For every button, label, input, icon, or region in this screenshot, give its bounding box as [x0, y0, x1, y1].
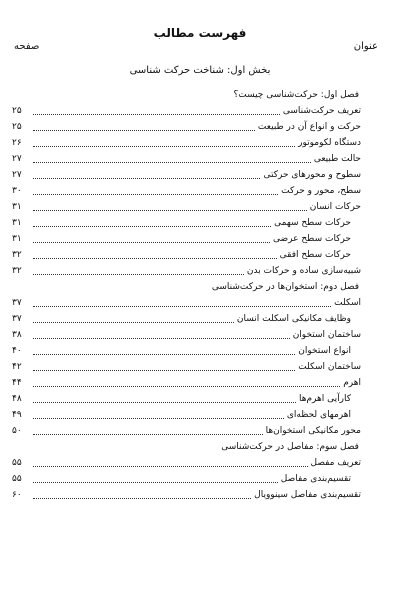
- toc-page-number: ۳۱: [12, 218, 22, 228]
- toc-chapter-heading: [12, 85, 361, 101]
- dot-leader: [33, 305, 331, 307]
- dot-leader: [33, 369, 295, 371]
- toc-entry: [12, 117, 361, 133]
- toc-page-number: ۳۱: [12, 202, 22, 212]
- toc-entry: [12, 357, 361, 373]
- toc-entry-title: حرکت و انواع آن در طبیعت: [257, 122, 361, 132]
- dot-leader: [33, 401, 296, 403]
- toc-entry-title: فصل اول: حرکت‌شناسی چیست؟: [233, 90, 359, 100]
- toc-page-number: ۳۰: [12, 186, 22, 196]
- page-title: فهرست مطالب: [153, 26, 247, 40]
- toc-entry-title: اسکلت: [334, 298, 361, 308]
- dot-leader: [33, 385, 340, 387]
- toc-page-number: ۴۰: [12, 346, 22, 356]
- toc-page-number: ۲۷: [12, 170, 22, 180]
- toc-page-number: ۴۸: [12, 394, 22, 404]
- toc-entry: [12, 341, 361, 357]
- toc-page-number: ۳۷: [12, 298, 22, 308]
- toc-entry: [12, 213, 361, 229]
- toc-entry: [12, 229, 361, 245]
- toc-entry: [12, 373, 361, 389]
- toc-entry-title: تعریف مفصل: [310, 458, 361, 468]
- toc-page-number: ۶۰: [12, 490, 22, 500]
- page-column-header: صفحه: [14, 41, 40, 52]
- toc-entry-title: حرکات سطح سهمی: [274, 218, 351, 228]
- toc-page-number: ۲۷: [12, 154, 22, 164]
- dot-leader: [33, 321, 234, 323]
- toc-entry: [12, 133, 361, 149]
- toc-entry-title: سطوح و محورهای حرکتی: [263, 170, 361, 180]
- toc-entry-title: انواع استخوان: [298, 346, 351, 356]
- dot-leader: [33, 241, 270, 243]
- dot-leader: [33, 433, 263, 435]
- dot-leader: [33, 337, 290, 339]
- toc-page-number: ۲۶: [12, 138, 22, 148]
- toc-entry-title: تقسیم‌بندی مفاصل: [280, 474, 351, 484]
- toc-entry: [12, 181, 361, 197]
- dot-leader: [33, 161, 311, 163]
- toc-entry: [12, 325, 361, 341]
- toc-entry: [12, 261, 361, 277]
- toc-entry: [12, 453, 361, 469]
- toc-entry: [12, 197, 361, 213]
- toc-entry: [12, 245, 361, 261]
- dot-leader: [33, 481, 278, 483]
- toc-list: [12, 85, 361, 501]
- toc-page-number: ۴۴: [12, 378, 22, 388]
- toc-page-number: ۵۰: [12, 426, 22, 436]
- toc-entry-title: فصل سوم: مفاصل در حرکت‌شناسی: [221, 442, 359, 452]
- toc-entry-title: کارآیی اهرم‌ها: [298, 394, 351, 404]
- dot-leader: [33, 465, 308, 467]
- toc-page-number: ۳۷: [12, 314, 22, 324]
- toc-entry-title: ساختمان استخوان: [292, 330, 361, 340]
- toc-page-number: ۴۹: [12, 410, 22, 420]
- dot-leader: [33, 353, 295, 355]
- toc-chapter-heading: [12, 277, 361, 293]
- toc-entry: [12, 389, 361, 405]
- toc-entry: [12, 165, 361, 181]
- toc-entry: [12, 149, 361, 165]
- part-heading: بخش اول: شناخت حرکت شناسی: [129, 65, 271, 76]
- toc-entry: [12, 421, 361, 437]
- dot-leader: [33, 225, 271, 227]
- dot-leader: [33, 113, 280, 115]
- toc-entry-title: سطح، محور و حرکت: [281, 186, 361, 196]
- toc-entry-title: اهرمهای لحظه‌ای: [286, 410, 351, 420]
- toc-entry-title: تعریف حرکت‌شناسی: [282, 106, 361, 116]
- toc-entry: [12, 101, 361, 117]
- toc-chapter-heading: [12, 437, 361, 453]
- title-column-header: عنوان: [353, 41, 378, 52]
- dot-leader: [33, 273, 244, 275]
- toc-entry-title: حالت طبیعی: [313, 154, 361, 164]
- toc-page-number: ۳۸: [12, 330, 22, 340]
- toc-entry-title: تقسیم‌بندی مفاصل سینوویال: [254, 490, 361, 500]
- toc-page-number: ۳۱: [12, 234, 22, 244]
- toc-entry: [12, 405, 361, 421]
- toc-page-number: ۴۲: [12, 362, 22, 372]
- toc-entry: [12, 309, 361, 325]
- dot-leader: [33, 497, 251, 499]
- dot-leader: [33, 257, 277, 259]
- toc-entry-title: ساختمان اسکلت: [298, 362, 361, 372]
- dot-leader: [33, 209, 307, 211]
- dot-leader: [33, 193, 278, 195]
- toc-page-number: ۲۵: [12, 122, 22, 132]
- dot-leader: [33, 417, 284, 419]
- toc-entry-title: وظایف مکانیکی اسکلت انسان: [236, 314, 351, 324]
- toc-entry-title: فصل دوم: استخوان‌ها در حرکت‌شناسی: [211, 282, 359, 292]
- toc-entry: [12, 469, 361, 485]
- toc-entry-title: اهرم: [343, 378, 361, 388]
- toc-page-number: ۵۵: [12, 458, 22, 468]
- toc-entry-title: شبیه‌سازی ساده و حرکات بدن: [246, 266, 361, 276]
- toc-entry-title: دستگاه لکوموتور: [298, 138, 361, 148]
- dot-leader: [33, 145, 295, 147]
- toc-entry-title: حرکات سطح عرضی: [273, 234, 351, 244]
- toc-page-number: ۳۲: [12, 250, 22, 260]
- dot-leader: [33, 129, 255, 131]
- toc-page-number: ۵۵: [12, 474, 22, 484]
- toc-page-number: ۲۵: [12, 106, 22, 116]
- toc-entry-title: حرکات سطح افقی: [279, 250, 351, 260]
- toc-entry: [12, 485, 361, 501]
- toc-entry-title: حرکات انسان: [309, 202, 361, 212]
- dot-leader: [33, 177, 260, 179]
- toc-entry-title: محور مکانیکی استخوان‌ها: [265, 426, 361, 436]
- toc-page-number: ۳۲: [12, 266, 22, 276]
- toc-entry: [12, 293, 361, 309]
